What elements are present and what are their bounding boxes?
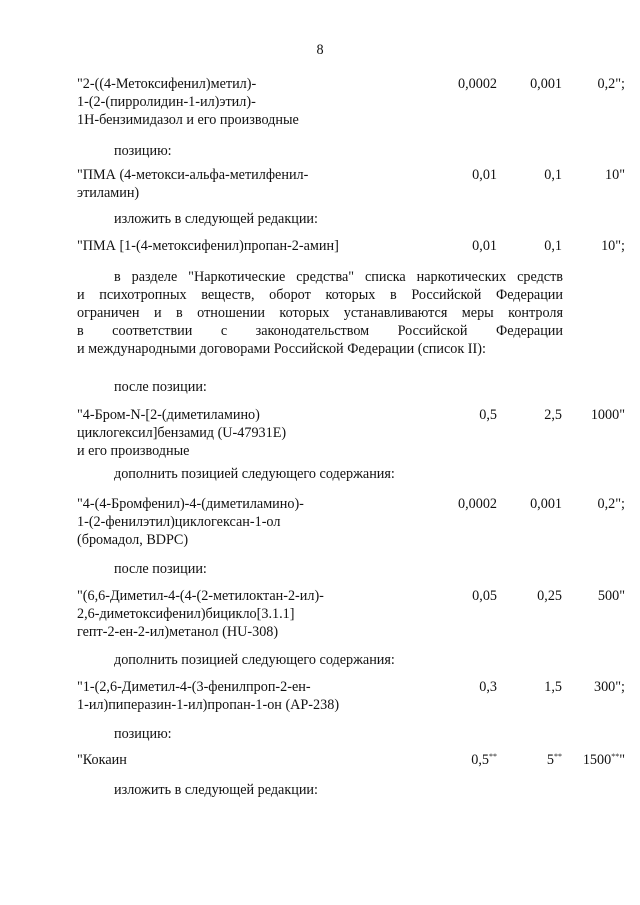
instruction-text: после позиции: — [114, 561, 207, 577]
substance-name-line: этиламин) — [77, 185, 140, 201]
substance-name — [77, 495, 367, 549]
paragraph-line: и психотропных веществ, оборот которых в Российской Федерации — [77, 287, 563, 303]
instruction-text: дополнить позицией следующего содержания: — [114, 466, 395, 482]
col2-value: 2,5 — [544, 407, 562, 423]
substance-name-line: 1-(2-фенилэтил)циклогексан-1-ол — [77, 514, 281, 530]
substance-name-line: "Кокаин — [77, 752, 127, 768]
small-quantity — [387, 237, 497, 255]
substance-name-line: "4-Бром-N-[2-(диметиламино) — [77, 407, 260, 423]
col3-value: 10" — [605, 167, 625, 183]
particularly-large-quantity — [552, 406, 625, 424]
col1-footnote-mark: ** — [489, 752, 497, 761]
substance-name — [77, 406, 367, 460]
col1-value: 0,05 — [472, 588, 497, 604]
col3-value: 500" — [597, 588, 625, 604]
col3-value: 0,2"; — [597, 496, 625, 512]
particularly-large-quantity — [552, 587, 625, 605]
col3-suffix: " — [619, 752, 625, 768]
small-quantity — [387, 166, 497, 184]
instruction-text: изложить в следующей редакции: — [114, 782, 318, 798]
substance-name-line: циклогексил]бензамид (U-47931E) — [77, 425, 287, 441]
substance-name-line: "ПМА [1-(4-метоксифенил)пропан-2-амин] — [77, 238, 339, 254]
instruction-text: позицию: — [114, 726, 172, 742]
instruction-text: дополнить позицией следующего содержания: — [114, 652, 395, 668]
col1-value: 0,0002 — [457, 76, 497, 92]
col2-value: 0,1 — [544, 238, 562, 254]
col3-value: 1000" — [590, 407, 625, 423]
substance-name-line: 2,6-диметоксифенил)бицикло[3.1.1] — [77, 606, 295, 622]
substance-name — [77, 678, 367, 714]
col3-value: 0,2"; — [597, 76, 625, 92]
small-quantity — [387, 751, 497, 769]
substance-name-line: 1Н-бензимидазол и его производные — [77, 112, 299, 128]
col2-value: 5 — [546, 752, 554, 768]
col3-value: 300"; — [593, 679, 625, 695]
particularly-large-quantity — [552, 751, 625, 769]
substance-name-line: "ПМА (4-метокси-альфа-метилфенил- — [77, 167, 309, 183]
substance-name — [77, 751, 367, 769]
col3-footnote-mark: ** — [611, 752, 620, 761]
particularly-large-quantity — [552, 166, 625, 184]
small-quantity — [387, 587, 497, 605]
col2-value: 0,25 — [537, 588, 562, 604]
instruction-text: после позиции: — [114, 379, 207, 395]
paragraph-line: и международными договорами Российской Федерации (список II): — [77, 341, 486, 357]
col1-value: 0,5 — [479, 407, 497, 423]
small-quantity — [387, 678, 497, 696]
particularly-large-quantity — [552, 495, 625, 513]
substance-name — [77, 166, 367, 202]
col1-value: 0,5 — [471, 752, 489, 768]
substance-name-line: "(6,6-Диметил-4-(4-(2-метилоктан-2-ил)- — [77, 588, 324, 604]
paragraph-line: в разделе "Наркотические средства" списка наркотических средств — [114, 269, 563, 285]
substance-name — [77, 587, 367, 641]
substance-name — [77, 75, 367, 129]
small-quantity — [387, 406, 497, 424]
section-paragraph — [77, 268, 563, 358]
small-quantity — [387, 75, 497, 93]
substance-name-line: гепт-2-ен-2-ил)метанол (HU-308) — [77, 624, 279, 640]
col2-footnote-mark: ** — [554, 752, 562, 761]
instruction-text: изложить в следующей редакции: — [114, 211, 318, 227]
small-quantity — [387, 495, 497, 513]
substance-name-line: и его производные — [77, 443, 190, 459]
substance-name-line: "4-(4-Бромфенил)-4-(диметиламино)- — [77, 496, 304, 512]
col1-value: 0,0002 — [457, 496, 497, 512]
paragraph-line: ограничен и в отношении которых устанавливаются меры контроля — [77, 305, 563, 321]
substance-name-line: (бромадол, BDPC) — [77, 532, 189, 548]
col2-value: 0,001 — [530, 496, 562, 512]
col2-value: 1,5 — [544, 679, 562, 695]
paragraph-line: в соответствии с законодательством Российской Федерации — [77, 323, 563, 339]
particularly-large-quantity — [552, 678, 625, 696]
substance-name-line: 1-(2-(пирролидин-1-ил)этил)- — [77, 94, 256, 110]
col1-value: 0,01 — [472, 167, 497, 183]
substance-name — [77, 237, 367, 255]
col1-value: 0,01 — [472, 238, 497, 254]
col1-value: 0,3 — [479, 679, 497, 695]
col2-value: 0,001 — [530, 76, 562, 92]
instruction-text: позицию: — [114, 143, 172, 159]
particularly-large-quantity — [552, 237, 625, 255]
substance-name-line: 1-ил)пиперазин-1-ил)пропан-1-он (АР-238) — [77, 697, 340, 713]
substance-name-line: "1-(2,6-Диметил-4-(3-фенилпроп-2-ен- — [77, 679, 311, 695]
page-number: 8 — [316, 42, 324, 58]
col3-value: 1500 — [582, 752, 612, 768]
particularly-large-quantity — [552, 75, 625, 93]
substance-name-line: "2-((4-Метоксифенил)метил)- — [77, 76, 257, 92]
col3-value: 10"; — [601, 238, 625, 254]
col2-value: 0,1 — [544, 167, 562, 183]
